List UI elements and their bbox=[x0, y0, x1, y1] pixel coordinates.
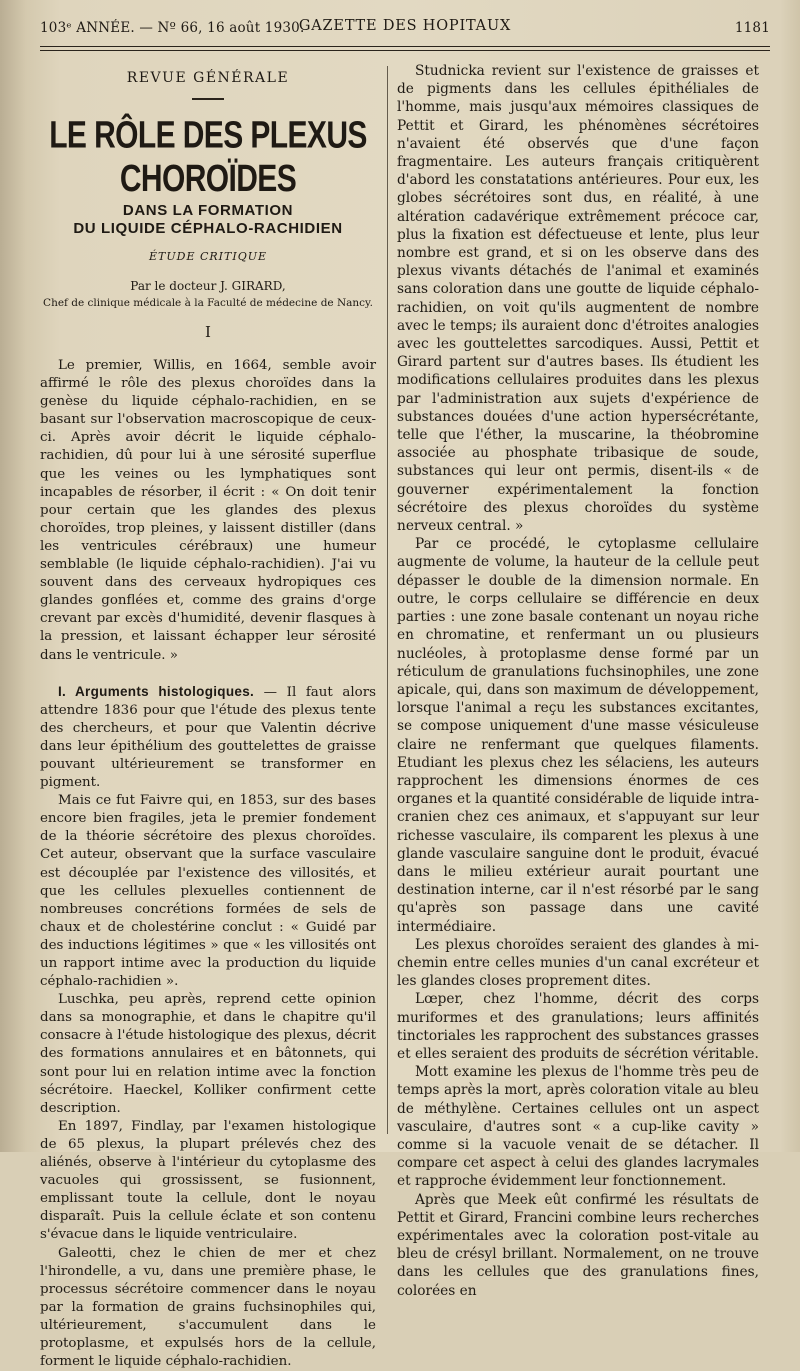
right-paragraph-2: Par ce procédé, le cytoplasme cellulaire augmente de volume, la hauteur de la cellule peut dépasser le double de la dimension normale. En outre, le corps cellulaire se différencie en deux parties : une zone basale contenant un noyau riche en chromatine, et renfermant un ou plusieurs nucléoles, à protoplasme dense formé par un réticulum de granulations fuchsinophiles, une zone apicale, qui, dans son maximum de développement, lorsque l'animal a reçu les substances excitantes, se compose uniquement d'une masse vésiculeuse claire ne renfermant que quelques filaments. Etudiant les plexus chez les sélaciens, les auteurs rapprochent les dimensions énormes de ces organes et la quantité considérable de liquide intra-cranien chez ces animaux, et s'appuyant sur leur richesse vasculaire, ils comparent les plexus à une glande vasculaire sanguine dont le produit, évacué dans le milieu extérieur aurait pourtant une destination interne, car il n'est résorbé par le sang qu'après son passage dans une cavité intermédiaire. bbox=[397, 535, 759, 935]
article-title: LE RÔLE DES PLEXUS CHOROÏDES bbox=[40, 114, 376, 201]
right-paragraph-3: Les plexus choroïdes seraient des glandes à mi-chemin entre celles munies d'un canal excréteur et les glandes closes proprement dites. bbox=[397, 936, 759, 991]
author-line: Par le docteur J. GIRARD, bbox=[40, 279, 376, 293]
right-paragraph-5: Mott examine les plexus de l'homme très peu de temps après la mort, après coloration vitale au bleu de méthylène. Certaines cellules ont un aspect vasculaire, d'autres sont « a cup-like cavity » comme si la vacuole venait de se détacher. Il compare cet aspect à celui des glandes lacrymales et rapproche évidemment leur fonctionnement. bbox=[397, 1063, 759, 1190]
article-subtitle-2: DU LIQUIDE CÉPHALO-RACHIDIEN bbox=[40, 220, 376, 238]
left-column bbox=[40, 66, 376, 1371]
left-paragraph-6: Galeotti, chez le chien de mer et chez l'hirondelle, a vu, dans une première phase, le processus sécrétoire commencer dans le noyau par la formation de grains fuchsinophiles qui, ultérieurement, s'accumulent dans le protoplasme, et expulsés hors de la cellule, forment le liquide céphalo-rachidien. bbox=[40, 1245, 376, 1371]
right-paragraph-4: Lœper, chez l'homme, décrit des corps muriformes et des granulations; leurs affinités tinctoriales les rapprochent des substances grasses et elles seraient des produits de sécrétion véritable. bbox=[397, 990, 759, 1063]
left-paragraph-4: Luschka, peu après, reprend cette opinion dans sa monographie, et dans le chapitre qu'il consacre à l'étude histologique des plexus, décrit des formations annulaires et en bâtonnets, qui sont pour lui en relation intime avec la fonction sécrétoire. Haeckel, Kolliker confirment cette description. bbox=[40, 991, 376, 1118]
left-paragraph-5: En 1897, Findlay, par l'examen histologique de 65 plexus, la plupart prélevés chez des aliénés, observe à l'intérieur du cytoplasme des vacuoles qui grossissent, se fusionnent, emplissant toute la cellule, dont le noyau disparaît. Puis la cellule éclate et son contenu s'évacue dans le liquide ventriculaire. bbox=[40, 1118, 376, 1245]
section-number: I bbox=[40, 323, 376, 341]
arguments-heading: I. Arguments histologiques. bbox=[58, 684, 254, 699]
left-paragraph-3: Mais ce fut Faivre qui, en 1853, sur des bases encore bien fragiles, jeta le premier fondement de la théorie sécrétoire des plexus choroïdes. Cet auteur, observant que la surface vasculaire est découplée par l'existence des villosités, et que les cellules plexuelles contiennent de nombreuses concrétions formées de sels de chaux et de cholestérine conclut : « Guidé par des inductions légitimes » que « les villosités ont un rapport intime avec la production du liquide céphalo-rachidien ». bbox=[40, 792, 376, 991]
rubric: REVUE GÉNÉRALE bbox=[40, 70, 376, 86]
page-number: 1181 bbox=[735, 20, 770, 36]
article-subtitle-1: DANS LA FORMATION bbox=[40, 202, 376, 220]
left-paragraph-2-text: — Il faut alors attendre 1836 pour que l'étude des plexus tente des chercheurs, et pour que Valentin décrive dans leur épithélium des gouttelettes de graisse pouvant ultérieurement se transformer en pigment. bbox=[40, 685, 376, 790]
article-kind: ÉTUDE CRITIQUE bbox=[40, 250, 376, 263]
header-rule-top bbox=[40, 46, 770, 47]
column-divider bbox=[387, 66, 388, 1134]
left-paragraph-1: Le premier, Willis, en 1664, semble avoir affirmé le rôle des plexus choroïdes dans la genèse du liquide céphalo-rachidien, en se basant sur l'observation macroscopique de ceux-ci. Après avoir décrit le liquide céphalo-rachidien, dû pour lui à une sérosité superflue que les veines ou les lymphatiques sont incapables de résorber, il écrit : « On doit tenir pour certain que les glandes des plexus choroïdes, trop pleines, y laissent distiller (dans les ventricules cérébraux) une humeur semblable (le liquide céphalo-rachidien). J'ai vu souvent dans des cerveaux hydropiques ces glandes gonflées et, comme des grains d'orge crevant par excès d'humidité, devenir flasques à la pression, et laissant échapper leur sérosité dans le ventricule. » bbox=[40, 357, 376, 665]
header-rule-bottom bbox=[40, 50, 770, 51]
rubric-rule bbox=[192, 98, 224, 100]
journal-title: GAZETTE DES HOPITAUX bbox=[40, 18, 770, 34]
issue-line: 103ᵉ ANNÉE. — Nº 66, 16 août 1930. bbox=[40, 20, 304, 36]
right-paragraph-6: Après que Meek eût confirmé les résultats de Pettit et Girard, Francini combine leurs recherches expérimentales avec la coloration post-vitale au bleu de crésyl brillant. Normalement, on ne trouve dans les cellules que des granulations fines, colorées en bbox=[397, 1191, 759, 1300]
right-column bbox=[397, 62, 759, 1300]
right-paragraph-1: Studnicka revient sur l'existence de graisses et de pigments dans les cellules épithéliales de l'homme, mais jusqu'aux mémoires classiques de Pettit et Girard, les phénomènes sécrétoires n'avaient été observés que d'une façon fragmentaire. Les auteurs français critiquèrent d'abord les constatations antérieures. Pour eux, les globes sécrétoires sont dus, en réalité, à une altération cadavérique extrêmement précoce car, plus la fixation est défectueuse et lente, plus leur nombre est grand, et si on les observe dans des plexus vivants détachés de l'animal et examinés sans coloration dans une goutte de liquide céphalo-rachidien, on voit qu'ils augmentent de nombre avec le temps; ils auraient donc d'étroites analogies avec les gouttelettes sarcodiques. Aussi, Pettit et Girard partent sur d'autres bases. Ils étudient les modifications cellulaires produites dans les plexus par l'administration aux sujets d'expérience de substances douées d'une action hypersécrétante, telle que l'éther, la muscarine, la théobromine associée au phosphate tribasique de soude, substances qui leur ont permis, disent-ils « de gouverner expérimentalement la fonction sécrétoire des plexus choroïdes du système nerveux central. » bbox=[397, 62, 759, 535]
author-affiliation: Chef de clinique médicale à la Faculté de médecine de Nancy. bbox=[40, 297, 376, 309]
left-paragraph-2 bbox=[40, 683, 376, 793]
running-header bbox=[40, 18, 770, 42]
